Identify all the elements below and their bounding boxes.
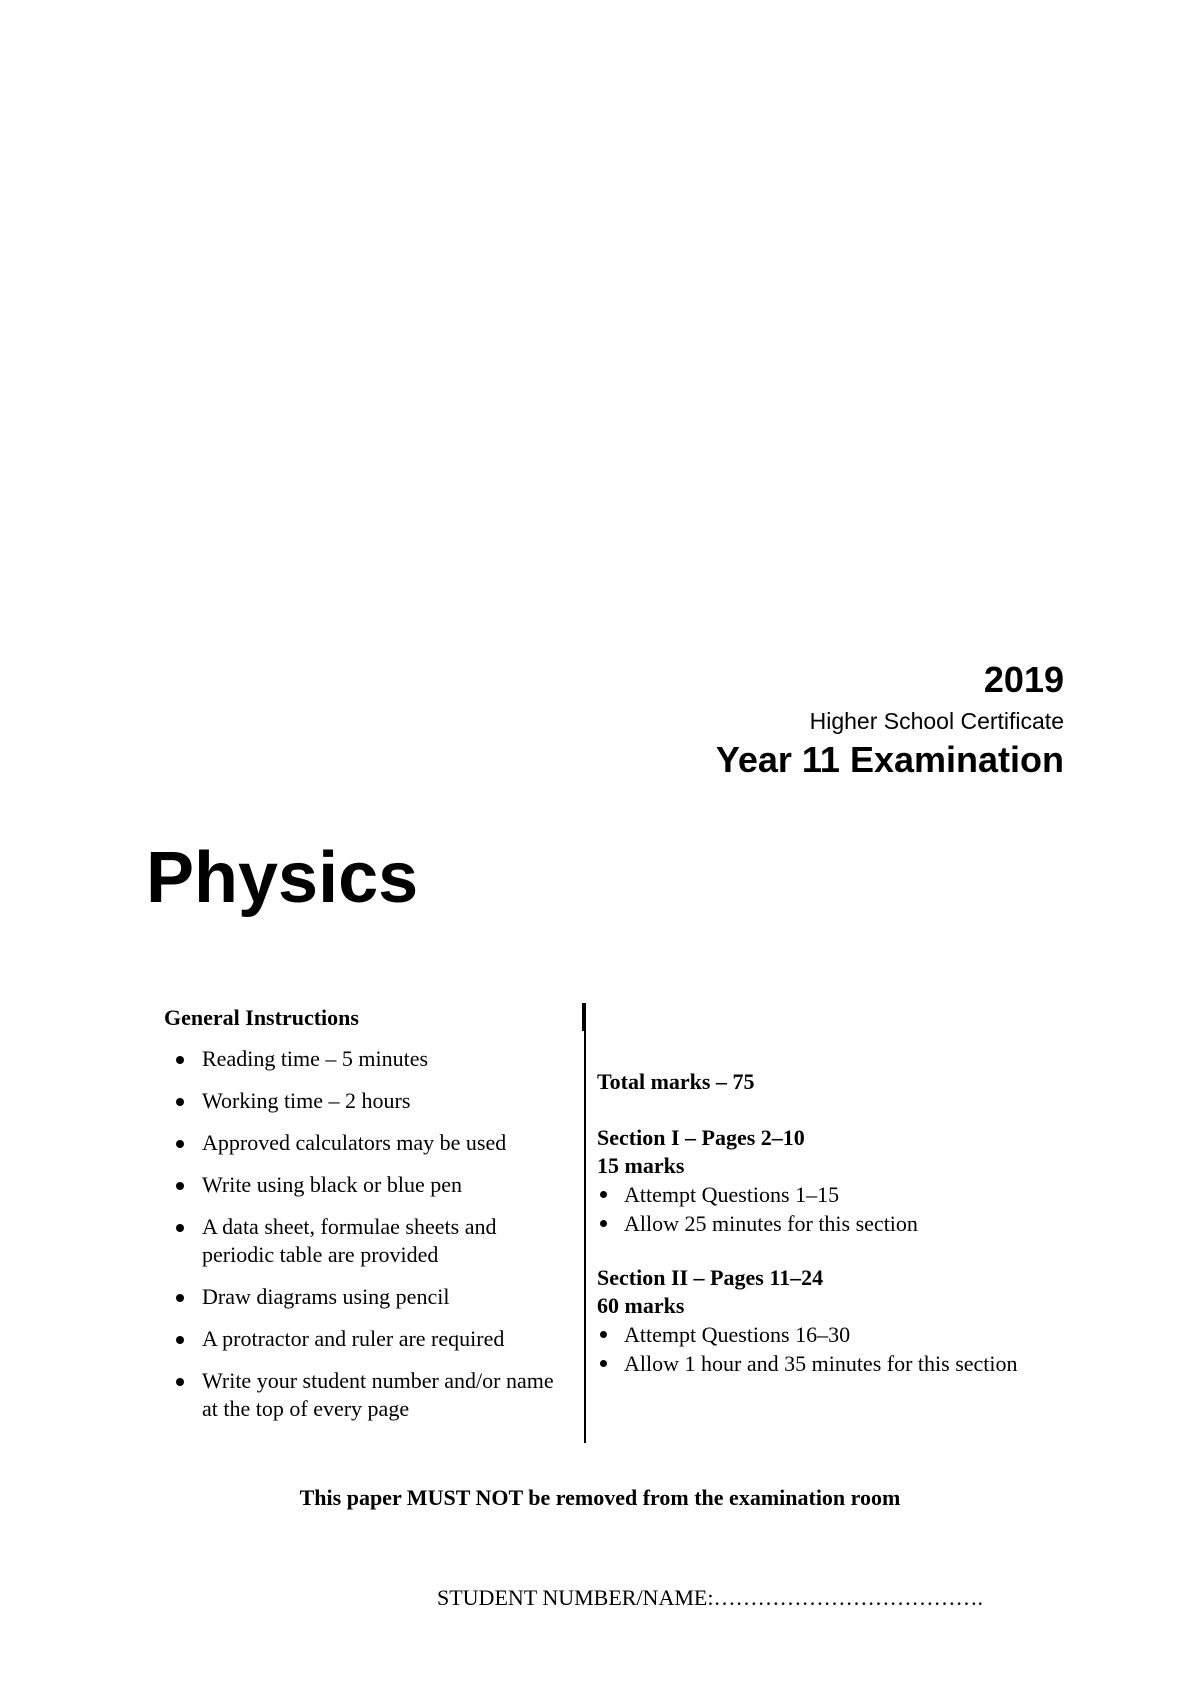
instruction-item: Working time – 2 hours [164, 1087, 564, 1115]
instruction-item: Draw diagrams using pencil [164, 1283, 564, 1311]
section-instruction-item: Allow 1 hour and 35 minutes for this section [597, 1349, 1077, 1378]
section-instructions [597, 1180, 1077, 1238]
section-title: Section I – Pages 2–10 [597, 1125, 805, 1150]
certificate-name: Higher School Certificate [809, 708, 1064, 734]
instructions-list [164, 1045, 564, 1423]
general-instructions-heading: General Instructions [164, 1005, 359, 1030]
marks-summary [597, 1068, 1077, 1404]
instruction-item: Write using black or blue pen [164, 1171, 564, 1199]
section-instruction-item: Attempt Questions 16–30 [597, 1320, 1077, 1349]
removal-warning: This paper MUST NOT be removed from the examination room [299, 1485, 901, 1510]
exam-year: 2019 [983, 659, 1064, 700]
section-one [597, 1124, 1077, 1238]
instruction-item: A protractor and ruler are required [164, 1325, 564, 1353]
column-divider [584, 1003, 586, 1443]
student-field-label: STUDENT NUMBER/NAME: [437, 1585, 714, 1610]
exam-header [716, 660, 1064, 780]
student-field-blank: ………………………………. [713, 1585, 983, 1610]
instruction-item: Reading time – 5 minutes [164, 1045, 564, 1073]
general-instructions [164, 1003, 564, 1437]
student-number-field [437, 1583, 983, 1613]
section-instructions [597, 1320, 1077, 1378]
instruction-item: A data sheet, formulae sheets and periodic table are provided [164, 1213, 564, 1269]
section-instruction-item: Allow 25 minutes for this section [597, 1209, 1077, 1238]
exam-title: Year 11 Examination [715, 739, 1064, 780]
section-marks: 15 marks [597, 1153, 685, 1178]
instruction-item: Write your student number and/or name at the top of every page [164, 1367, 564, 1423]
section-two [597, 1264, 1077, 1378]
section-instruction-item: Attempt Questions 1–15 [597, 1180, 1077, 1209]
section-marks: 60 marks [597, 1293, 685, 1318]
subject-title: Physics [146, 838, 419, 918]
total-marks: Total marks – 75 [597, 1069, 755, 1094]
instruction-item: Approved calculators may be used [164, 1129, 564, 1157]
section-title: Section II – Pages 11–24 [597, 1265, 824, 1290]
